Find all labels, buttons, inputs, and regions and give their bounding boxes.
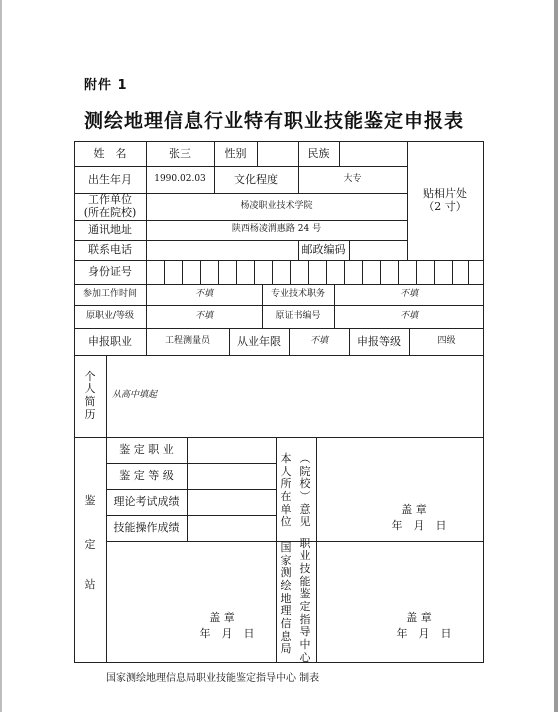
id-label: 身份证号 xyxy=(88,265,132,279)
grid-line xyxy=(398,260,399,284)
workplace-label-line1: 工作单位 xyxy=(88,192,132,206)
grid-line xyxy=(380,260,381,284)
birth-label: 出生年月 xyxy=(88,172,132,186)
grid-line xyxy=(483,141,484,663)
photo-size: （2 寸） xyxy=(423,199,467,213)
workplace-label-line2: (所在院校) xyxy=(83,205,137,219)
phone-value[interactable] xyxy=(146,240,298,260)
photo-placeholder[interactable] xyxy=(407,141,483,260)
theory-score-value[interactable] xyxy=(187,489,276,515)
years-label: 从业年限 xyxy=(237,334,281,348)
name-value[interactable]: 张三 xyxy=(169,146,191,160)
station-label-3: 站 xyxy=(84,578,96,592)
apply-level-value[interactable]: 四级 xyxy=(437,335,456,346)
grid-line xyxy=(362,260,363,284)
grid-line xyxy=(468,260,469,284)
apply-job-label: 申报职业 xyxy=(88,334,132,348)
address-label: 通讯地址 xyxy=(88,223,132,237)
photo-label: 贴相片处 xyxy=(423,186,467,200)
postcode-value[interactable] xyxy=(349,240,407,260)
prev-cert-label: 原证书编号 xyxy=(275,310,321,321)
prev-level-label: 原职业/等级 xyxy=(85,310,135,321)
appraisal-job-value[interactable] xyxy=(187,437,276,463)
education-label: 文化程度 xyxy=(234,172,278,186)
application-form xyxy=(74,141,484,663)
ethnicity-value[interactable] xyxy=(339,141,407,166)
bureau-label: 国 家 测 绘 地 理 信 息 局 xyxy=(280,541,292,656)
grid-line xyxy=(272,260,273,284)
grid-line xyxy=(182,260,183,284)
form-maker-note: 国家测绘地理信息局职业技能鉴定指导中心 制表 xyxy=(106,673,320,684)
appraisal-level-label: 鉴 定 等 级 xyxy=(119,469,174,483)
grid-line xyxy=(434,260,435,284)
work-start-value[interactable]: 不填 xyxy=(194,288,213,299)
gender-label: 性别 xyxy=(224,146,247,160)
tech-title-value[interactable]: 不填 xyxy=(399,288,418,299)
grid-line xyxy=(344,260,345,284)
grid-line xyxy=(254,260,255,284)
grid-line xyxy=(326,260,327,284)
center-seal-label: 盖 章 xyxy=(406,611,432,625)
unit-opinion-label: 本 人 所 在 单 位 xyxy=(280,452,292,529)
page-edge-right xyxy=(554,0,558,712)
guidance-center-label: 职 业 技 能 鉴 定 指 导 中 心 xyxy=(299,536,311,664)
apply-level-label: 申报等级 xyxy=(357,334,401,348)
grid-line xyxy=(308,260,309,284)
tech-title-label: 专业技术职务 xyxy=(270,288,325,299)
skill-score-value[interactable] xyxy=(187,515,276,541)
years-value[interactable]: 不填 xyxy=(309,335,328,346)
skill-score-label: 技能操作成绩 xyxy=(113,521,180,535)
apply-job-value[interactable]: 工程测量员 xyxy=(164,335,210,346)
workplace-label xyxy=(74,193,146,220)
station-label-1: 鉴 xyxy=(84,494,96,508)
page-edge-left xyxy=(0,0,2,712)
grid-line xyxy=(316,437,317,663)
station-seal-label: 盖 章 xyxy=(209,611,235,625)
prev-cert-value[interactable]: 不填 xyxy=(399,310,418,321)
postcode-label: 邮政编码 xyxy=(301,243,346,257)
grid-line xyxy=(200,260,201,284)
grid-line xyxy=(416,260,417,284)
grid-line xyxy=(218,260,219,284)
name-label: 姓 名 xyxy=(93,146,127,160)
center-date-label: 年 月 日 xyxy=(396,627,452,641)
grid-line xyxy=(290,260,291,284)
resume-label: 个 人 简 历 xyxy=(84,369,96,421)
gender-value[interactable] xyxy=(257,141,298,166)
unit-opinion-label-2: ︵ 院 校 ︶ 意 见 xyxy=(299,452,311,529)
education-value[interactable]: 大专 xyxy=(343,173,362,184)
station-date-label: 年 月 日 xyxy=(199,627,255,641)
resume-value[interactable]: 从高中填起 xyxy=(112,390,158,401)
grid-line xyxy=(236,260,237,284)
birth-value[interactable]: 1990.02.03 xyxy=(154,173,206,184)
grid-line xyxy=(164,260,165,284)
work-start-label: 参加工作时间 xyxy=(82,288,137,299)
prev-level-value[interactable]: 不填 xyxy=(194,310,213,321)
unit-date-label: 年 月 日 xyxy=(391,519,447,533)
grid-line xyxy=(74,662,484,663)
phone-label: 联系电话 xyxy=(88,243,132,257)
form-title: 测绘地理信息行业特有职业技能鉴定申报表 xyxy=(84,110,465,132)
attachment-label: 附件 1 xyxy=(84,78,128,93)
grid-line xyxy=(452,260,453,284)
appraisal-level-value[interactable] xyxy=(187,463,276,489)
address-value[interactable]: 陕西杨凌渭惠路 24 号 xyxy=(231,224,322,235)
station-label-2: 定 xyxy=(84,538,96,552)
grid-line xyxy=(106,541,484,542)
unit-seal-label: 盖 章 xyxy=(401,503,427,517)
appraisal-job-label: 鉴 定 职 业 xyxy=(119,443,174,457)
theory-score-label: 理论考试成绩 xyxy=(113,495,180,509)
workplace-value[interactable]: 杨凌职业技术学院 xyxy=(240,200,313,211)
ethnicity-label: 民族 xyxy=(307,146,330,160)
